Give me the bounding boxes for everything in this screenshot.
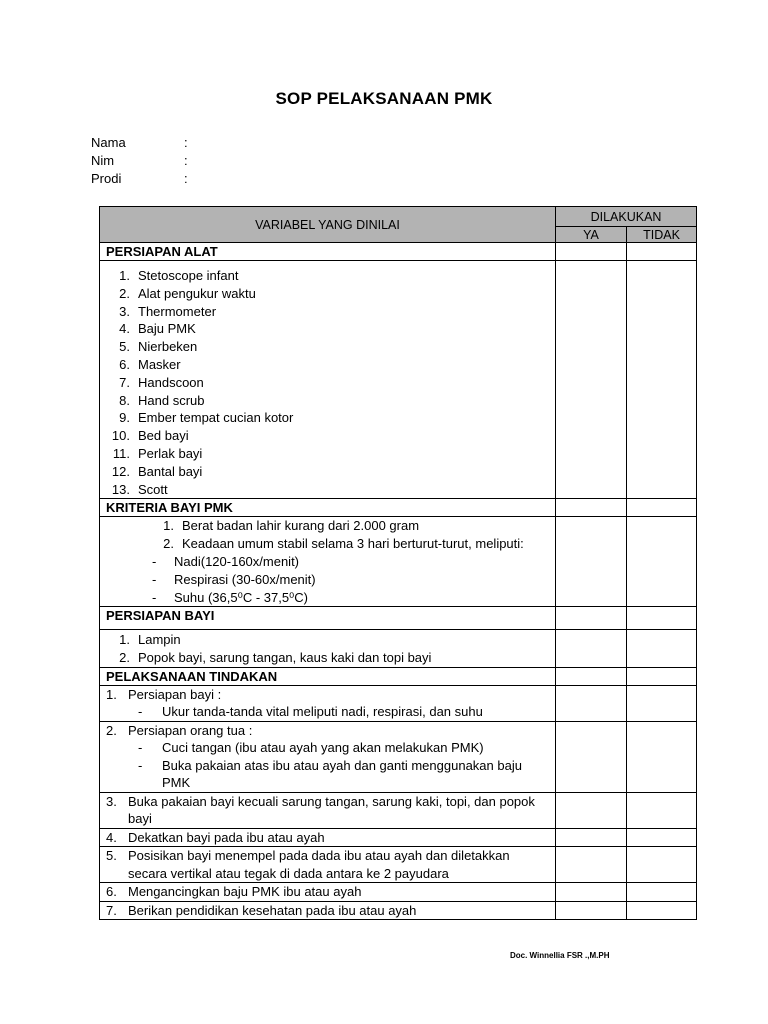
list-item: 13. Scott <box>111 481 168 497</box>
section-title-bayi: PERSIAPAN BAYI <box>100 607 556 630</box>
table-row <box>100 883 697 902</box>
list-item: 4. Baju PMK <box>119 321 196 337</box>
check-cell-yes[interactable] <box>556 517 627 607</box>
section-title-alat: PERSIAPAN ALAT <box>100 243 556 261</box>
sub-item: - Nadi(120-160x/menit) <box>152 553 300 569</box>
check-cell-yes[interactable] <box>556 667 627 685</box>
table-row <box>100 721 697 792</box>
identity-colon: : <box>184 135 188 150</box>
table-row <box>100 792 697 828</box>
step-cell <box>100 721 556 792</box>
check-cell-no[interactable] <box>627 685 697 721</box>
identity-colon: : <box>184 153 188 168</box>
step-cell <box>100 901 556 920</box>
list-item: 2. Alat pengukur waktu <box>119 285 256 301</box>
sub-step: - Ukur tanda-tanda vital meliputi nadi, respirasi, dan suhu <box>138 704 483 720</box>
list-item: 11. Perlak bayi <box>112 445 203 461</box>
list-item: 8. Hand scrub <box>119 392 205 408</box>
step-cell <box>100 883 556 902</box>
step-item: 6. Mengancingkan baju PMK ibu atau ayah <box>106 884 362 900</box>
check-cell-no[interactable] <box>627 243 697 261</box>
list-item: 6. Masker <box>119 356 181 372</box>
identity-colon: : <box>184 171 188 186</box>
check-cell-yes[interactable] <box>556 630 627 668</box>
step-item: 4. Dekatkan bayi pada ibu atau ayah <box>106 829 325 845</box>
criteria-list <box>106 517 549 606</box>
table-row <box>100 828 697 847</box>
header-variable: VARIABEL YANG DINILAI <box>100 207 556 243</box>
sub-step: - Buka pakaian atas ibu atau ayah dan ganti menggunakan baju PMK <box>138 757 522 791</box>
header-done: DILAKUKAN <box>556 207 697 227</box>
list-item: 1. Berat badan lahir kurang dari 2.000 gram <box>163 518 420 534</box>
step-cell <box>100 792 556 828</box>
check-cell-no[interactable] <box>627 847 697 883</box>
step-item: 7. Berikan pendidikan kesehatan pada ibu atau ayah <box>106 902 417 918</box>
list-item: 5. Nierbeken <box>119 339 198 355</box>
check-cell-no[interactable] <box>627 630 697 668</box>
document-footer: Doc. Winnellia FSR .,M.PH <box>510 951 610 960</box>
check-cell-no[interactable] <box>627 261 697 499</box>
step-item: 3. Buka pakaian bayi kecuali sarung tangan, sarung kaki, topi, dan popok bayi <box>106 793 535 827</box>
step-cell <box>100 847 556 883</box>
table-row <box>100 847 697 883</box>
check-cell-no[interactable] <box>627 667 697 685</box>
list-item: 3. Thermometer <box>119 303 217 319</box>
list-item: 1. Lampin <box>119 632 181 648</box>
check-cell-no[interactable] <box>627 883 697 902</box>
list-item: 2. Popok bayi, sarung tangan, kaus kaki dan topi bayi <box>119 650 432 666</box>
identity-label: Nim <box>91 153 115 168</box>
check-cell-no[interactable] <box>627 828 697 847</box>
list-item: 10. Bed bayi <box>111 428 189 444</box>
step-cell <box>100 685 556 721</box>
check-cell-yes[interactable] <box>556 792 627 828</box>
sub-item: - Suhu (36,5⁰C - 37,5⁰C) <box>152 589 308 605</box>
table-row <box>100 901 697 920</box>
section-title-kriteria: KRITERIA BAYI PMK <box>100 499 556 517</box>
identity-fields <box>91 135 188 189</box>
check-cell-yes[interactable] <box>556 243 627 261</box>
check-cell-yes[interactable] <box>556 721 627 792</box>
identity-row-nama <box>91 135 188 153</box>
baby-prep-list <box>106 631 549 667</box>
check-cell-yes[interactable] <box>556 847 627 883</box>
step-item: 1. Persiapan bayi : <box>106 686 222 702</box>
list-item: 2. Keadaan umum stabil selama 3 hari berturut-turut, meliputi: <box>163 536 524 552</box>
check-cell-yes[interactable] <box>556 828 627 847</box>
check-cell-no[interactable] <box>627 499 697 517</box>
list-item: 1. Stetoscope infant <box>119 268 239 283</box>
check-cell-no[interactable] <box>627 721 697 792</box>
identity-label: Nama <box>91 135 126 150</box>
check-cell-no[interactable] <box>627 901 697 920</box>
check-cell-no[interactable] <box>627 792 697 828</box>
list-item: 9. Ember tempat cucian kotor <box>119 410 294 426</box>
identity-row-prodi <box>91 171 188 189</box>
table-row <box>100 685 697 721</box>
check-cell-yes[interactable] <box>556 901 627 920</box>
check-cell-yes[interactable] <box>556 607 627 630</box>
list-item: 12. Bantal bayi <box>111 463 203 479</box>
check-cell-yes[interactable] <box>556 883 627 902</box>
list-item: 7. Handscoon <box>119 374 204 390</box>
header-yes: YA <box>556 227 627 243</box>
step-cell <box>100 828 556 847</box>
step-item: 2. Persiapan orang tua : <box>106 722 253 738</box>
check-cell-yes[interactable] <box>556 685 627 721</box>
identity-label: Prodi <box>91 171 122 186</box>
sub-step: - Cuci tangan (ibu atau ayah yang akan melakukan PMK) <box>138 740 484 756</box>
section-title-tindakan: PELAKSANAAN TINDAKAN <box>100 667 556 685</box>
check-cell-yes[interactable] <box>556 499 627 517</box>
equipment-list <box>106 267 549 498</box>
sop-checklist-table <box>99 206 697 920</box>
sub-item: - Respirasi (30-60x/menit) <box>152 571 316 587</box>
page-title: SOP PELAKSANAAN PMK <box>275 89 493 108</box>
identity-row-nim <box>91 153 188 171</box>
check-cell-yes[interactable] <box>556 261 627 499</box>
check-cell-no[interactable] <box>627 517 697 607</box>
step-item: 5. Posisikan bayi menempel pada dada ibu atau ayah dan diletakkan secara vertikal atau tegak di dada antara ke 2 payudara <box>106 848 510 881</box>
check-cell-no[interactable] <box>627 607 697 630</box>
header-no: TIDAK <box>627 227 697 243</box>
